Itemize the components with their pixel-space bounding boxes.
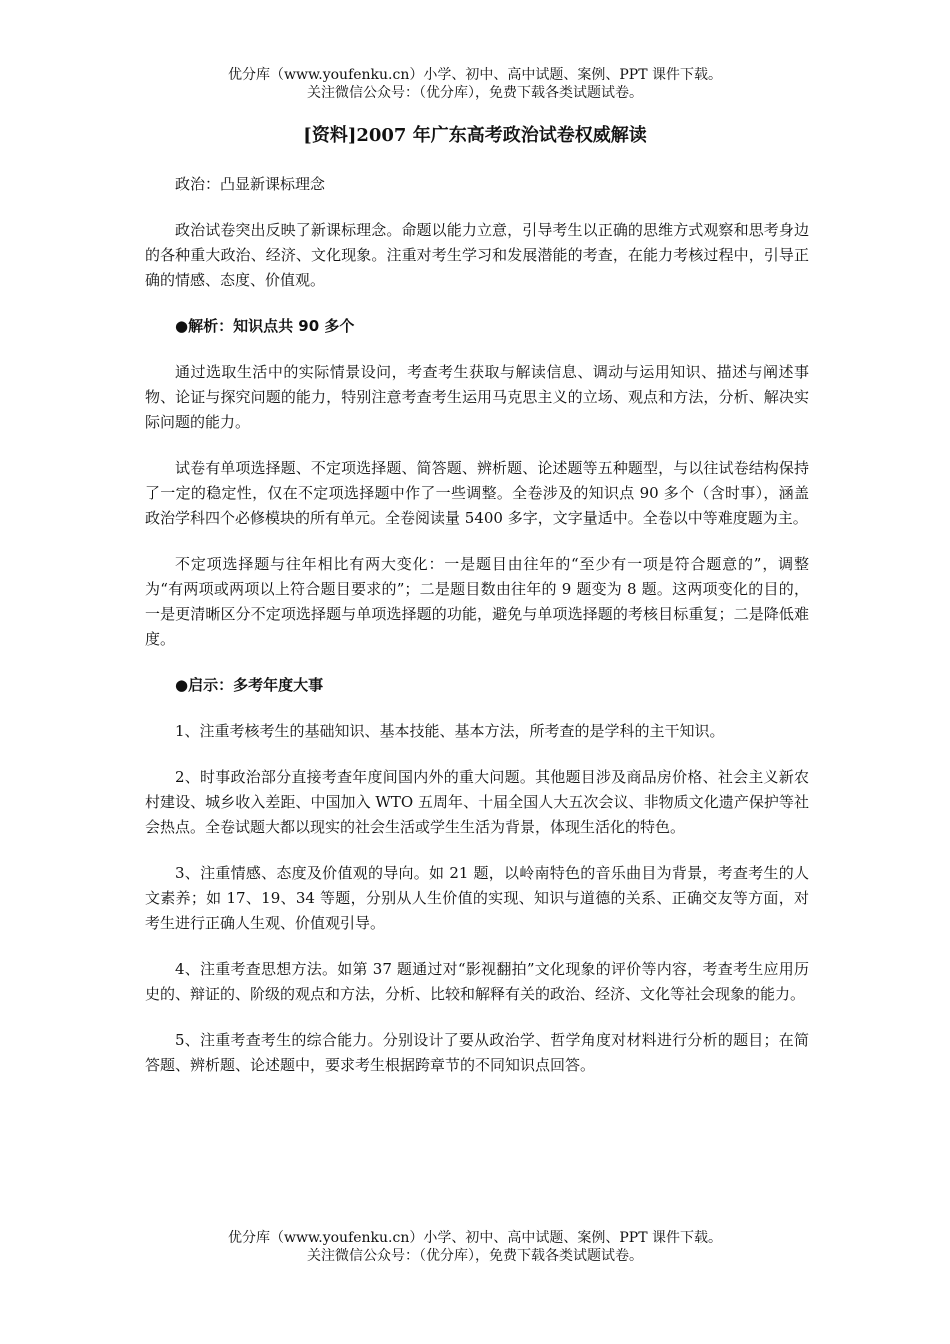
paragraph: 试卷有单项选择题、不定项选择题、简答题、辨析题、论述题等五种题型，与以往试卷结构保持了一定的稳定性，仅在不定项选择题中作了一些调整。全卷涉及的知识点 90 多个（含时事），涵盖政治学科四个必修模块的所有单元。全卷阅读量 5400 多字，文字量适中。全卷以中等难度题为主。 <box>145 459 809 527</box>
paragraph: 通过选取生活中的实际情景设问，考查考生获取与解读信息、调动与运用知识、描述与阐述事物、论证与探究问题的能力，特别注意考查考生运用马克思主义的立场、观点和方法，分析、解决实际问题的能力。 <box>145 363 809 431</box>
page-header <box>0 66 950 102</box>
list-item: 2、时事政治部分直接考查年度间国内外的重大问题。其他题目涉及商品房价格、社会主义新农村建设、城乡收入差距、中国加入 WTO 五周年、十届全国人大五次会议、非物质文化遗产保护等社会热点。全卷试题大都以现实的社会生活或学生生活为背景，体现生活化的特色。 <box>145 768 809 836</box>
page-footer <box>0 1229 950 1265</box>
list-item: 1、注重考核考生的基础知识、基本技能、基本方法，所考查的是学科的主干知识。 <box>175 722 725 740</box>
list-item: 3、注重情感、态度及价值观的导向。如 21 题，以岭南特色的音乐曲目为背景，考查考生的人文素养；如 17、19、34 等题，分别从人生价值的实现、知识与道德的关系、正确交友等方面，对考生进行正确人生观、价值观引导。 <box>145 864 809 932</box>
paragraph: 不定项选择题与往年相比有两大变化：一是题目由往年的“至少有一项是符合题意的”，调整为“有两项或两项以上符合题目要求的”；二是题目数由往年的 9 题变为 8 题。这两项变化的目的，一是更清晰区分不定项选择题与单项选择题的功能，避免与单项选择题的考核目标重复；二是降低难度。 <box>145 555 809 648</box>
list-item: 5、注重考查考生的综合能力。分别设计了要从政治学、哲学角度对材料进行分析的题目；在简答题、辨析题、论述题中，要求考生根据跨章节的不同知识点回答。 <box>145 1031 809 1074</box>
document-body <box>145 172 809 1099</box>
header-line-2: 关注微信公众号：（优分库），免费下载各类试题试卷。 <box>307 85 643 101</box>
section-heading-insight: ●启示：多考年度大事 <box>175 676 324 694</box>
document-title: [资料]2007 年广东高考政治试卷权威解读 <box>303 125 647 146</box>
footer-line-1: 优分库（www.youfenku.cn）小学、初中、高中试题、案例、PPT 课件下载。 <box>227 1230 722 1246</box>
footer-line-2: 关注微信公众号：（优分库），免费下载各类试题试卷。 <box>307 1248 643 1264</box>
paragraph: 政治试卷突出反映了新课标理念。命题以能力立意，引导考生以正确的思维方式观察和思考身边的各种重大政治、经济、文化现象。注重对考生学习和发展潜能的考查，在能力考核过程中，引导正确的情感、态度、价值观。 <box>145 221 809 289</box>
subtitle: 政治：凸显新课标理念 <box>175 175 326 193</box>
section-heading-analysis: ●解析：知识点共 90 多个 <box>175 317 355 335</box>
list-item: 4、注重考查思想方法。如第 37 题通过对“影视翻拍”文化现象的评价等内容，考查考生应用历史的、辩证的、阶级的观点和方法，分析、比较和解释有关的政治、经济、文化等社会现象的能力。 <box>145 960 809 1003</box>
header-line-1: 优分库（www.youfenku.cn）小学、初中、高中试题、案例、PPT 课件下载。 <box>227 67 722 83</box>
